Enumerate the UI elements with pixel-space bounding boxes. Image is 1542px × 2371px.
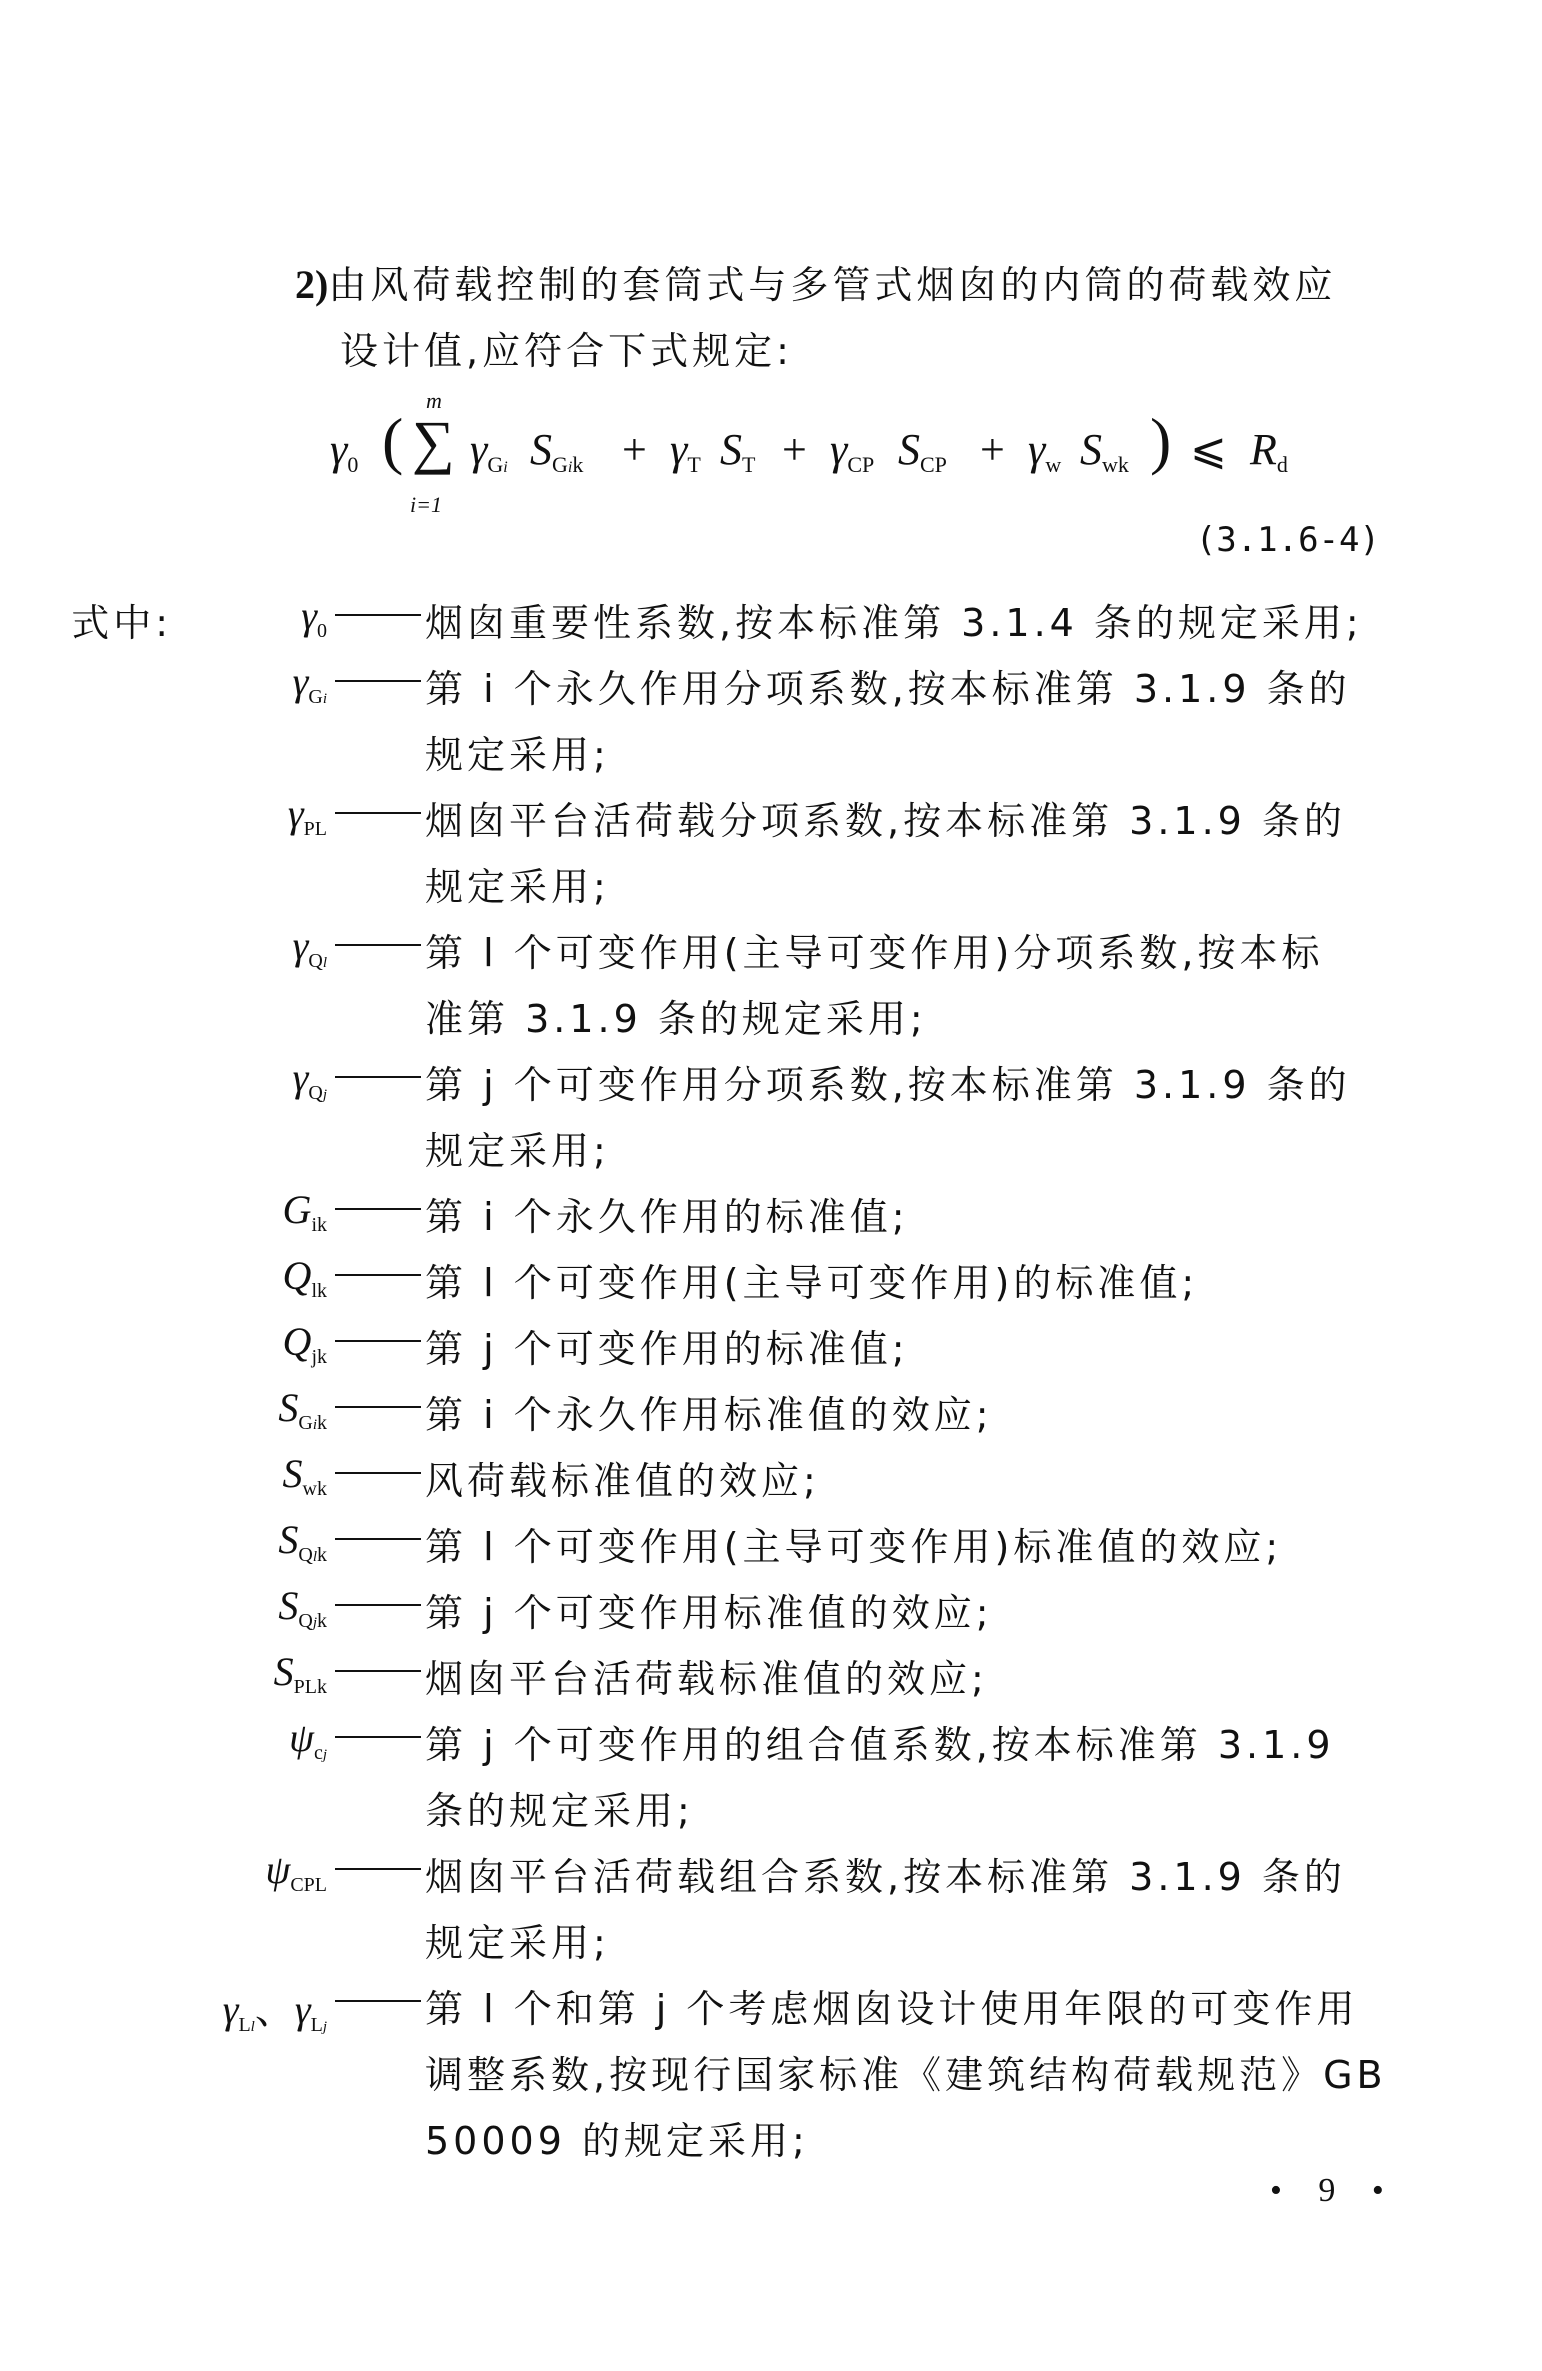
definition-text: 烟囱重要性系数,按本标准第 3.1.4 条的规定采用; bbox=[425, 601, 1363, 645]
definition-symbol: $S_{wk}$ bbox=[282, 1451, 327, 1500]
formula-s-gik: $S_{Gik}$ bbox=[530, 425, 584, 477]
em-dash bbox=[335, 1736, 421, 1738]
formula-gamma-cp: $\gamma_{CP}$ bbox=[830, 425, 875, 477]
em-dash bbox=[335, 1670, 421, 1672]
equation-number: (3.1.6-4) bbox=[1195, 520, 1380, 560]
definition-text-cont: 条的规定采用; bbox=[425, 1789, 694, 1833]
em-dash bbox=[335, 1406, 421, 1408]
clause-number: 2) bbox=[295, 262, 329, 307]
definition-text: 第 i 个永久作用的标准值; bbox=[425, 1195, 909, 1239]
clause-intro-line-1 bbox=[295, 254, 1336, 309]
definition-symbol: $\gamma_0$ bbox=[301, 593, 327, 642]
formula-rd: $R_d$ bbox=[1250, 425, 1288, 477]
formula-gamma-w: $\gamma_w$ bbox=[1028, 425, 1062, 477]
formula-s-cp: $S_{CP}$ bbox=[898, 425, 947, 477]
em-dash bbox=[335, 2000, 421, 2002]
formula-plus-2: + bbox=[782, 425, 807, 474]
clause-text-1: 由风荷载控制的套筒式与多管式烟囱的内筒的荷载效应 bbox=[328, 263, 1337, 307]
em-dash bbox=[335, 614, 421, 616]
formula-gamma-gi: $\gamma_{Gi}$ bbox=[470, 425, 508, 477]
definition-text: 第 i 个永久作用标准值的效应; bbox=[425, 1393, 993, 1437]
definition-text: 第 l 个可变作用(主导可变作用)标准值的效应; bbox=[425, 1525, 1283, 1569]
definition-text-cont: 规定采用; bbox=[425, 1921, 610, 1965]
sum-lower-limit: i=1 bbox=[410, 492, 442, 517]
em-dash bbox=[335, 1274, 421, 1276]
formula-gamma-t: $\gamma_T$ bbox=[670, 425, 701, 477]
definition-symbol: $\gamma_{Gi}$ bbox=[292, 659, 327, 708]
definition-symbol: $S_{Gik}$ bbox=[278, 1385, 327, 1434]
em-dash bbox=[335, 1868, 421, 1870]
formula-s-t: $S_T$ bbox=[720, 425, 756, 477]
em-dash bbox=[335, 680, 421, 682]
definition-text-cont: 调整系数,按现行国家标准《建筑结构荷载规范》GB bbox=[425, 2053, 1387, 2097]
clause-intro-line-2: 设计值,应符合下式规定: bbox=[340, 329, 793, 373]
definition-text: 风荷载标准值的效应; bbox=[425, 1459, 820, 1503]
em-dash bbox=[335, 1340, 421, 1342]
definition-symbol: $\gamma_{PL}$ bbox=[287, 791, 327, 840]
em-dash bbox=[335, 1604, 421, 1606]
sum-symbol: ∑ bbox=[412, 409, 455, 475]
em-dash bbox=[335, 1538, 421, 1540]
formula-3-1-6-4 bbox=[330, 388, 1330, 518]
definition-text: 烟囱平台活荷载标准值的效应; bbox=[425, 1657, 988, 1701]
em-dash bbox=[335, 944, 421, 946]
definition-symbol: $S_{Qlk}$ bbox=[278, 1517, 327, 1566]
definition-text-cont: 准第 3.1.9 条的规定采用; bbox=[425, 997, 927, 1041]
formula-plus-3: + bbox=[980, 425, 1005, 474]
definition-symbol: $\gamma_{Ql}$ bbox=[292, 923, 327, 972]
em-dash bbox=[335, 1208, 421, 1210]
sum-upper-limit: m bbox=[426, 388, 442, 413]
formula-plus-1: + bbox=[622, 425, 647, 474]
em-dash bbox=[335, 1472, 421, 1474]
definition-text: 第 j 个可变作用的标准值; bbox=[425, 1327, 909, 1371]
definition-symbol: $S_{PLk}$ bbox=[273, 1649, 327, 1698]
definition-symbol: $\psi_{cj}$ bbox=[289, 1715, 327, 1764]
definition-symbol: $Q_{jk}$ bbox=[282, 1319, 327, 1368]
page-number: • 9 • bbox=[1270, 2172, 1398, 2209]
em-dash bbox=[335, 812, 421, 814]
definition-text: 第 l 个可变作用(主导可变作用)分项系数,按本标 bbox=[425, 931, 1324, 975]
definition-text: 第 i 个永久作用分项系数,按本标准第 3.1.9 条的 bbox=[425, 667, 1351, 711]
definition-symbol: $\gamma_{Qj}$ bbox=[292, 1055, 327, 1104]
definition-symbol: $\gamma_{Ll}$、$\gamma_{Lj}$ bbox=[222, 1987, 327, 2036]
definitions-lead: 式中: bbox=[71, 601, 172, 645]
formula-gamma0: $\gamma_0$ bbox=[330, 425, 359, 477]
definition-text: 第 j 个可变作用分项系数,按本标准第 3.1.9 条的 bbox=[425, 1063, 1351, 1107]
definition-text: 第 j 个可变作用的组合值系数,按本标准第 3.1.9 bbox=[425, 1723, 1335, 1767]
definition-text: 烟囱平台活荷载分项系数,按本标准第 3.1.9 条的 bbox=[425, 799, 1346, 843]
formula-close-paren: ) bbox=[1150, 405, 1172, 476]
definition-text: 第 l 个和第 j 个考虑烟囱设计使用年限的可变作用 bbox=[425, 1987, 1359, 2031]
definition-text-cont: 规定采用; bbox=[425, 865, 610, 909]
definition-text: 烟囱平台活荷载组合系数,按本标准第 3.1.9 条的 bbox=[425, 1855, 1346, 1899]
definition-text-cont: 50009 的规定采用; bbox=[425, 2119, 809, 2163]
formula-leq: ⩽ bbox=[1190, 425, 1227, 474]
definition-text-cont: 规定采用; bbox=[425, 733, 610, 777]
definition-text: 第 j 个可变作用标准值的效应; bbox=[425, 1591, 993, 1635]
definition-symbol: $G_{ik}$ bbox=[282, 1187, 327, 1236]
em-dash bbox=[335, 1076, 421, 1078]
definition-text-cont: 规定采用; bbox=[425, 1129, 610, 1173]
formula-open-paren: ( bbox=[382, 405, 404, 476]
definition-symbol: $\psi_{CPL}$ bbox=[265, 1847, 327, 1896]
formula-s-wk: $S_{wk}$ bbox=[1080, 425, 1129, 477]
definition-text: 第 l 个可变作用(主导可变作用)的标准值; bbox=[425, 1261, 1199, 1305]
definition-symbol: $Q_{lk}$ bbox=[282, 1253, 327, 1302]
definition-symbol: $S_{Qjk}$ bbox=[278, 1583, 327, 1632]
